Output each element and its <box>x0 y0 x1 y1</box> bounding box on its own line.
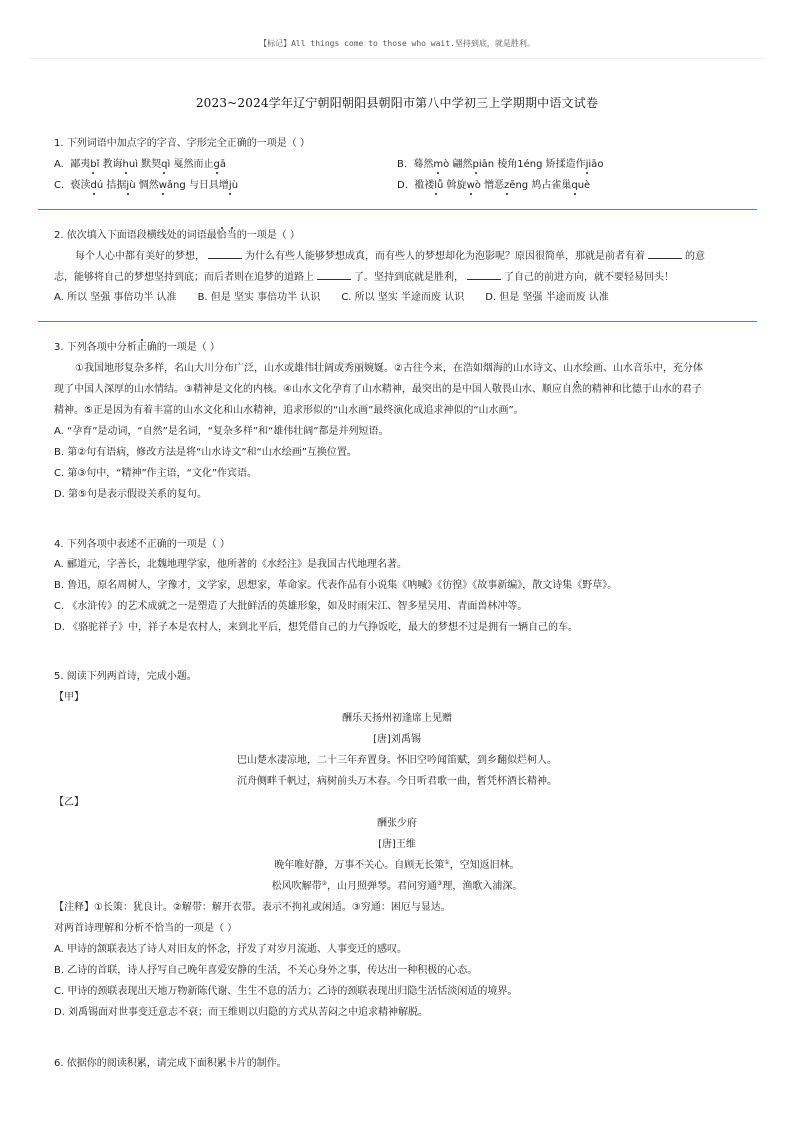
poem-jia-line-1: 巴山楚水凄凉地，二十三年弃置身。怀旧空吟闻笛赋，到乡翻似烂柯人。 <box>237 755 557 766</box>
q3-option-c[interactable]: C. 第③句中，“精神”作主语，“文化”作宾语。 <box>54 468 258 479</box>
q4-option-a[interactable]: A. 郦道元，字善长，北魏地理学家，他所著的《水经注》是我国古代地理名著。 <box>54 559 408 570</box>
poem-jia-label: 【甲】 <box>54 692 84 703</box>
q2-passage-line-2: 志，能够将自己的梦想坚持到底；而后者则在追梦的道路上 了。坚持到底就是胜利， 了自己的前进方向，就不要轻易回头！ <box>54 272 674 283</box>
q2-options <box>54 291 609 305</box>
q1-option-b[interactable]: B. 蓦然mò 翩然piān 棱角1éng 矫揉造作jiāo <box>397 159 604 170</box>
q2-option-a[interactable]: A. 所以 坚强 事倍功半 认准 <box>54 292 177 303</box>
q5-option-b[interactable]: B. 乙诗的首联，诗人抒写自己晚年喜爱安静的生活，不关心身外之事，传达出一种积极的心态。 <box>54 965 478 976</box>
q2-stem: 2. 依次填入下面语段横线处的词语最恰当的一项是（ ） <box>54 230 300 241</box>
q5-option-d[interactable]: D. 刘禹锡面对世事变迁意志不衰；而王维则以归隐的方式从苦闷之中追求精神解脱。 <box>54 1007 429 1018</box>
q1-option-a[interactable]: A. 鄙夷bǐ 教诲huì 默契qì 戛然而止gā <box>54 159 226 170</box>
poem-yi-label: 【乙】 <box>54 797 84 808</box>
footnote-marker: ③ <box>437 880 443 887</box>
q6-stem: 6. 依据你的阅读积累，请完成下面积累卡片的制作。 <box>54 1058 287 1069</box>
q3-passage-line-3: 精神。⑤正是因为有着丰富的山水文化和山水精神，追求形似的“山水画”最终演化成追求神似的“山水画”。 <box>54 405 524 416</box>
q3-option-a[interactable]: A. “孕育”是动词，“自然”是名词，“复杂多样”和“雄伟壮阔”都是并列短语。 <box>54 426 389 437</box>
poem-yi-title: 酬张少府 <box>377 818 417 829</box>
q3-option-d[interactable]: D. 第⑤句是表示假设关系的复句。 <box>54 489 208 500</box>
q3-stem: 3. 下列各项中分析正确的一项是（ ） <box>54 342 220 353</box>
q4-stem: 4. 下列各项中表述不正确的一项是（ ） <box>54 539 230 550</box>
footnote-marker: ② <box>321 880 327 887</box>
blank-2 <box>648 249 682 259</box>
poem-jia-author: [唐]刘禹锡 <box>373 734 421 745</box>
q5-option-c[interactable]: C. 甲诗的颈联表现出天地万物新陈代谢、生生不息的活力；乙诗的颈联表现出归隐生活恬淡闲适的境界。 <box>54 986 518 997</box>
poem-jia-line-2: 沉舟侧畔千帆过，病树前头万木春。今日听君歌一曲，暂凭杯酒长精神。 <box>237 776 557 787</box>
poem-notes: 【注释】①长策：犹良计。②解带：解开衣带。表示不拘礼或闲适。③穷通：困厄与显达。 <box>54 902 451 913</box>
q4-option-c[interactable]: C. 《水浒传》的艺术成就之一是塑造了大批鲜活的英雄形象，如及时雨宋江、智多星吴用、青面兽林冲等。 <box>54 601 528 612</box>
page-title: 2023~2024学年辽宁朝阳朝阳县朝阳市第八中学初三上学期期中语文试卷 <box>195 96 599 110</box>
q4-option-b[interactable]: B. 鲁迅，原名周树人，字豫才，文学家，思想家，革命家。代表作品有小说集《呐喊》《彷徨》《故事新编》，散文诗集《野草》。 <box>54 580 618 591</box>
q1-option-c[interactable]: C. 亵渎dú 拮据jù 惆然wǎng 与日具增jù <box>54 180 239 191</box>
q2-option-c[interactable]: C. 所以 坚实 半途而废 认识 <box>341 292 465 303</box>
poem-yi-line-1: 晚年唯好静，万事不关心。自顾无长策①，空知返旧林。 <box>274 859 520 871</box>
poem-jia-title: 酬乐天扬州初逢席上见赠 <box>342 713 452 724</box>
q2-option-b[interactable]: B. 但是 坚实 事倍功半 认识 <box>197 292 321 303</box>
q2-passage-line-1: 每个人心中都有美好的梦想， 为什么有些人能够梦想成真，而有些人的梦想却化为泡影呢？原因很简单，那就是前者有着 的意 <box>75 251 705 262</box>
q5-sub-stem: 对两首诗理解和分析不恰当的一项是（ ） <box>54 923 238 934</box>
question-divider <box>38 321 757 322</box>
q2-option-d[interactable]: D. 但是 坚强 半途而废 认准 <box>485 292 609 303</box>
q4-option-d[interactable]: D. 《骆驼祥子》中，祥子本是农村人，来到北平后，想凭借自己的力气挣饭吃，最大的梦想不过是拥有一辆自己的车。 <box>54 622 579 633</box>
poem-yi-author: [唐]王维 <box>378 839 416 850</box>
q1-stem: 1. 下列词语中加点字的字音、字形完全正确的一项是（ ） <box>54 138 310 149</box>
poem-yi-line-2: 松风吹解带②，山月照弹琴。君问穷通③理，渔歌入浦深。 <box>271 880 523 892</box>
header-divider <box>30 58 764 59</box>
q1-option-d[interactable]: D. 褴褛lǚ 斡旋wò 憎恶zēng 鸠占雀巢què <box>397 180 591 191</box>
blank-1 <box>208 249 242 259</box>
q3-passage-line-2: 现了中国人深厚的山水情结。③精神是文化的内核。④山水文化孕育了山水精神，最突出的是中国人敬畏山水、顺应自然的精神和比德于山水的君子 <box>54 384 702 395</box>
footnote-marker: ① <box>444 859 450 866</box>
blank-4 <box>467 270 501 280</box>
blank-3 <box>317 270 351 280</box>
question-divider <box>38 209 757 210</box>
q5-option-a[interactable]: A. 甲诗的颔联表达了诗人对旧友的怀念，抒发了对岁月流逝、人事变迁的感叹。 <box>54 944 408 955</box>
header-note: 【标记】All things come to those who wait.坚持到底，就是胜利。 <box>259 39 535 48</box>
q3-passage-line-1: ①我国地形复杂多样，名山大川分布广泛，山水或雄伟壮阔或秀丽婉娫。②古往今来，在浩如烟海的山水诗文、山水绘画、山水音乐中，充分体 <box>75 363 703 374</box>
q3-option-b[interactable]: B. 第②句有语病，修改方法是将“山水诗文”和“山水绘画”互换位置。 <box>54 447 357 458</box>
q5-stem: 5. 阅读下列两首诗，完成小题。 <box>54 671 197 682</box>
